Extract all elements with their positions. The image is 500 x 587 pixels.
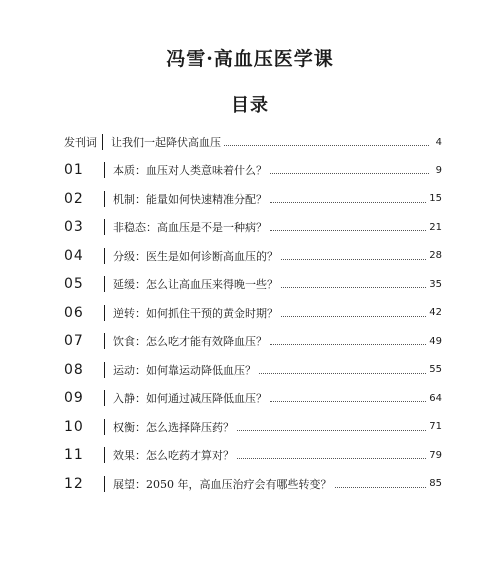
- toc-entry[interactable]: [64, 190, 442, 208]
- toc-entry[interactable]: [64, 218, 442, 236]
- toc-entry-number: 06: [64, 304, 84, 321]
- toc-leader-dots: [224, 145, 429, 146]
- toc-entry-foreword[interactable]: [64, 133, 442, 151]
- toc-entry[interactable]: [64, 275, 442, 293]
- toc-divider: [104, 276, 105, 292]
- toc-entry-page: 49: [429, 335, 442, 347]
- toc-entry-number: 11: [64, 447, 84, 463]
- toc-divider: [104, 362, 105, 378]
- toc-leader-dots: [270, 230, 426, 231]
- toc-leader-dots: [237, 458, 426, 459]
- toc-divider: [102, 134, 103, 150]
- toc-entry-page: 79: [429, 449, 442, 461]
- toc-entry-page: 15: [429, 193, 442, 204]
- toc-entry-label: 入静：如何通过减压降低血压？: [113, 392, 267, 405]
- toc-entry-number: 12: [64, 475, 84, 492]
- toc-leader-dots: [281, 259, 426, 260]
- toc-entry-number: 05: [64, 276, 84, 292]
- toc-entry[interactable]: [64, 304, 442, 322]
- toc-divider: [104, 248, 105, 264]
- toc-entry-page: 55: [429, 364, 442, 375]
- toc-entry-number: 07: [64, 333, 84, 349]
- toc-entry-label: 权衡：怎么选择降压药？: [113, 420, 234, 434]
- table-of-contents: [64, 133, 442, 503]
- toc-leader-dots: [259, 373, 426, 374]
- toc-leader-dots: [281, 287, 426, 288]
- toc-divider: [104, 476, 105, 492]
- toc-divider: [104, 305, 105, 321]
- toc-entry-label: 本质：血压对人类意味着什么？: [113, 164, 267, 177]
- toc-entry[interactable]: [64, 247, 442, 265]
- toc-entry-number: 10: [64, 418, 84, 435]
- toc-leader-dots: [270, 173, 429, 174]
- toc-entry-page: 42: [429, 307, 442, 318]
- toc-divider: [104, 191, 105, 207]
- toc-entry-page: 64: [429, 392, 442, 404]
- toc-entry[interactable]: [64, 446, 442, 464]
- toc-entry-label: 饮食：怎么吃才能有效降血压？: [113, 335, 267, 348]
- toc-entry-label: 延缓：怎么让高血压来得晚一些？: [113, 278, 278, 291]
- toc-entry-page: 85: [429, 478, 442, 489]
- toc-leader-dots: [270, 344, 426, 345]
- toc-entry-page: 9: [435, 164, 442, 176]
- toc-entry-page: 4: [435, 136, 442, 148]
- toc-entry-label: 分级：医生是如何诊断高血压的？: [113, 249, 278, 263]
- toc-leader-dots: [281, 316, 426, 317]
- toc-entry-number: 01: [64, 162, 84, 178]
- toc-entry-label: 让我们一起降伏高血压: [111, 136, 221, 149]
- toc-divider: [104, 447, 105, 463]
- toc-entry-number: 03: [64, 219, 84, 235]
- toc-entry-label: 机制：能量如何快速精准分配？: [113, 192, 267, 206]
- toc-divider: [104, 333, 105, 349]
- toc-divider: [104, 162, 105, 178]
- toc-leader-dots: [270, 202, 426, 203]
- toc-entry[interactable]: [64, 418, 442, 436]
- toc-entry-page: 35: [429, 278, 442, 290]
- toc-entry-number: 09: [64, 390, 84, 406]
- toc-entry[interactable]: [64, 332, 442, 350]
- toc-entry[interactable]: [64, 361, 442, 379]
- toc-entry-number: 02: [64, 190, 84, 207]
- toc-entry[interactable]: [64, 161, 442, 179]
- toc-entry-number: 04: [64, 247, 84, 264]
- toc-heading: 目录: [231, 95, 269, 116]
- toc-divider: [104, 419, 105, 435]
- toc-entry-page: 71: [429, 421, 442, 432]
- toc-entry-number: 08: [64, 361, 84, 378]
- toc-entry-page: 21: [429, 221, 442, 233]
- book-title: 冯雪·高血压医学课: [166, 48, 334, 70]
- toc-divider: [104, 219, 105, 235]
- toc-entry-label: 运动：如何靠运动降低血压？: [113, 363, 256, 377]
- toc-leader-dots: [270, 401, 426, 402]
- toc-entry-label: 效果：怎么吃药才算对？: [113, 449, 234, 462]
- toc-entry-label: 展望：2050 年，高血压治疗会有哪些转变？: [113, 477, 332, 491]
- toc-leader-dots: [237, 430, 426, 431]
- toc-leader-dots: [335, 487, 427, 488]
- toc-entry-label: 非稳态：高血压是不是一种病？: [113, 221, 267, 234]
- toc-divider: [104, 390, 105, 406]
- toc-entry[interactable]: [64, 475, 442, 493]
- toc-entry[interactable]: [64, 389, 442, 407]
- toc-entry-label: 逆转：如何抓住干预的黄金时期？: [113, 306, 278, 320]
- toc-entry-page: 28: [429, 250, 442, 261]
- toc-entry-tag: 发刊词: [64, 136, 97, 149]
